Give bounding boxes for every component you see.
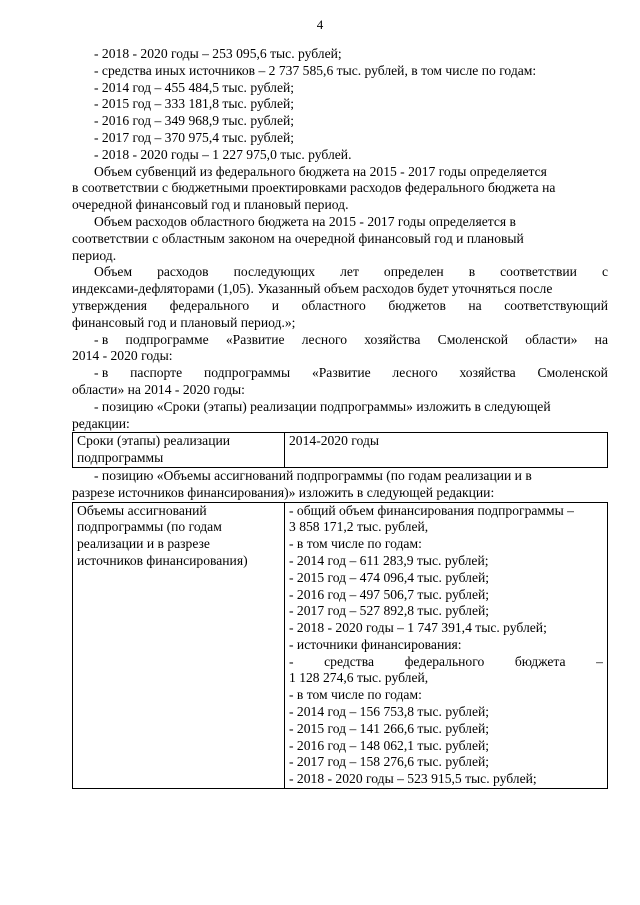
word: подпрограммы xyxy=(203,365,291,381)
cell-text: - общий объем финансирования подпрограммы – xyxy=(289,502,574,518)
text-line: разрезе источников финансирования)» изложить в следующей редакции: xyxy=(72,484,495,500)
cell-text xyxy=(289,654,603,671)
text-line: редакции: xyxy=(72,415,130,431)
cell-text: - 2016 год – 497 506,7 тыс. рублей; xyxy=(289,586,490,602)
list-item: - 2017 год – 370 975,4 тыс. рублей; xyxy=(94,129,295,145)
paragraph-regional xyxy=(72,214,608,264)
table-cell-label xyxy=(73,502,285,789)
word: - xyxy=(289,653,294,669)
word: с xyxy=(601,264,608,280)
list-item: - 2018 - 2020 годы – 253 095,6 тыс. рублей; xyxy=(94,46,342,61)
word: Объем xyxy=(94,264,133,280)
top-list xyxy=(72,46,608,164)
list-item: - 2016 год – 349 968,9 тыс. рублей; xyxy=(94,113,295,129)
list-item: - средства иных источников – 2 737 585,6 тыс. рублей, в том числе по годам: xyxy=(94,62,537,78)
text-line xyxy=(72,298,608,315)
text-line: - позицию «Объемы ассигнований подпрограммы (по годам реализации и в xyxy=(94,467,532,483)
word: бюджетов xyxy=(388,297,446,313)
word: лесного xyxy=(392,365,438,381)
text-line: в соответствии с бюджетными проектировками расходов федерального бюджета на xyxy=(72,180,556,196)
cell-text: 3 858 171,2 тыс. рублей, xyxy=(289,519,429,535)
table-row xyxy=(73,502,608,789)
volumes-table xyxy=(72,502,608,790)
word: области» xyxy=(525,331,578,347)
cell-text: - 2014 год – 156 753,8 тыс. рублей; xyxy=(289,704,490,720)
paragraph-position-terms xyxy=(72,399,608,433)
cell-text: 2014-2020 годы xyxy=(289,433,379,449)
cell-text: - 2015 год – 141 266,6 тыс. рублей; xyxy=(289,720,490,736)
paragraph-future xyxy=(72,264,608,331)
word: бюджета xyxy=(514,653,566,669)
word: на xyxy=(468,297,482,313)
word: и xyxy=(271,297,280,313)
paragraph-subprogram xyxy=(72,332,608,366)
word: лет xyxy=(340,264,359,280)
text-line: Объем субвенций из федерального бюджета на 2015 - 2017 годы определяется xyxy=(94,163,547,179)
word: «Развитие xyxy=(225,331,285,347)
text-line: соответствии с областным законом на очередной финансовый год и плановый xyxy=(72,230,524,246)
text-line xyxy=(72,264,608,281)
cell-text: - 2015 год – 474 096,4 тыс. рублей; xyxy=(289,569,490,585)
text-line: очередной финансовый год и плановый период. xyxy=(72,197,349,213)
word: федерального xyxy=(404,653,485,669)
cell-text: подпрограммы xyxy=(77,450,164,466)
word: Смоленской xyxy=(437,331,509,347)
word: подпрограмме xyxy=(125,331,209,347)
cell-text: - 2018 - 2020 годы – 523 915,5 тыс. рублей; xyxy=(289,771,537,787)
word: - в xyxy=(94,365,109,381)
word: в xyxy=(468,264,476,280)
cell-text: Объемы ассигнований xyxy=(77,502,207,518)
cell-text: - 2017 год – 158 276,6 тыс. рублей; xyxy=(289,754,490,770)
cell-text: реализации и в разрезе xyxy=(77,536,210,552)
word: «Развитие xyxy=(311,365,371,381)
text-line: индексами-дефляторами (1,05). Указанный объем расходов будет уточняться после xyxy=(72,281,553,297)
table-cell-value xyxy=(285,502,608,789)
list-item: - 2018 - 2020 годы – 1 227 975,0 тыс. рублей. xyxy=(94,146,352,162)
word: областного xyxy=(301,297,366,313)
word: – xyxy=(596,653,603,669)
text-line xyxy=(72,332,608,349)
word: хозяйства xyxy=(459,365,516,381)
cell-text: - 2016 год – 148 062,1 тыс. рублей; xyxy=(289,737,490,753)
text-line: - позицию «Сроки (этапы) реализации подпрограммы» изложить в следующей xyxy=(94,398,551,414)
cell-text: - источники финансирования: xyxy=(289,636,462,652)
word: средства xyxy=(324,653,374,669)
paragraph-subsidies xyxy=(72,164,608,214)
text-line: финансовый год и плановый период.»; xyxy=(72,314,296,330)
cell-text: Сроки (этапы) реализации xyxy=(77,433,231,449)
text-line xyxy=(72,365,608,382)
cell-text: - 2014 год – 611 283,9 тыс. рублей; xyxy=(289,552,489,568)
word: расходов xyxy=(157,264,209,280)
cell-text: 1 128 274,6 тыс. рублей, xyxy=(289,670,429,686)
table-row xyxy=(73,433,608,468)
word: лесного xyxy=(301,331,348,347)
cell-text: подпрограммы (по годам xyxy=(77,519,222,535)
word: хозяйства xyxy=(364,331,421,347)
cell-text: источников финансирования) xyxy=(77,552,248,568)
word: соответствующий xyxy=(504,297,608,313)
cell-text: - 2017 год – 527 892,8 тыс. рублей; xyxy=(289,603,490,619)
word: утверждения xyxy=(72,297,148,313)
paragraph-position-volumes xyxy=(72,468,608,502)
text-line: области» на 2014 - 2020 годы: xyxy=(72,381,245,397)
word: определен xyxy=(383,264,444,280)
word: федерального xyxy=(169,297,250,313)
list-item: - 2014 год – 455 484,5 тыс. рублей; xyxy=(94,79,295,95)
word: последующих xyxy=(233,264,316,280)
text-line: Объем расходов областного бюджета на 2015 - 2017 годы определяется в xyxy=(94,213,516,229)
cell-text: - 2018 - 2020 годы – 1 747 391,4 тыс. рублей; xyxy=(289,620,547,636)
word: - в xyxy=(94,331,109,347)
paragraph-passport xyxy=(72,365,608,399)
list-item: - 2015 год – 333 181,8 тыс. рублей; xyxy=(94,96,295,112)
cell-text: - в том числе по годам: xyxy=(289,536,422,552)
document-body xyxy=(72,46,608,789)
page-number: 4 xyxy=(316,17,324,32)
table-cell-value xyxy=(285,433,608,468)
cell-text: - в том числе по годам: xyxy=(289,687,422,703)
word: Смоленской xyxy=(537,365,608,381)
word: на xyxy=(594,331,608,347)
word: паспорте xyxy=(130,365,183,381)
text-line: 2014 - 2020 годы: xyxy=(72,348,173,364)
text-line: период. xyxy=(72,247,117,263)
terms-table xyxy=(72,432,608,468)
table-cell-label xyxy=(73,433,285,468)
word: соответствии xyxy=(500,264,577,280)
